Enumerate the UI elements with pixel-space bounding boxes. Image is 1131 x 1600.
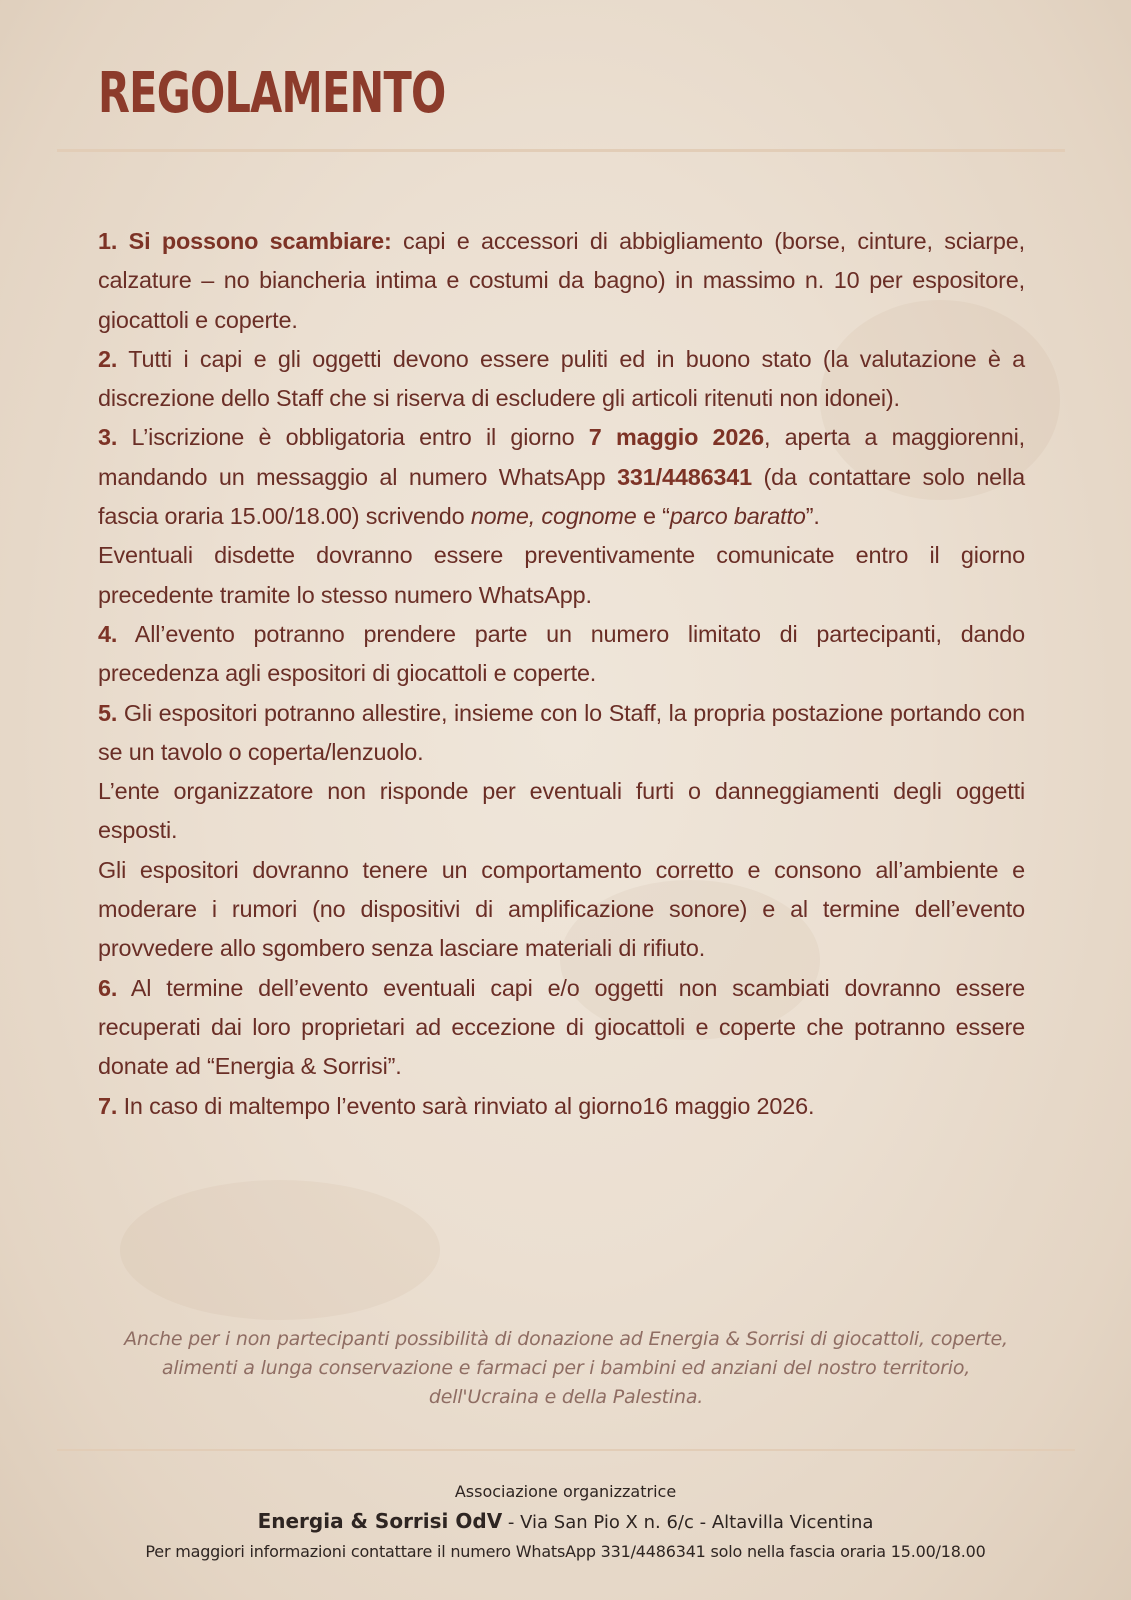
title-divider bbox=[57, 149, 1065, 152]
rule-5-note-1: L’ente organizzatore non risponde per eventuali furti o danneggiamenti degli oggetti esposti. bbox=[98, 778, 1025, 844]
organizer-line bbox=[0, 1506, 1131, 1538]
keyword-phrase: parco baratto bbox=[669, 503, 806, 530]
rule-text: Gli espositori potranno allestire, insieme con lo Staff, la propria postazione portando con se un tavolo o coperta/lenzuolo. bbox=[98, 699, 1025, 765]
contact-info: Per maggiori informazioni contattare il numero WhatsApp 331/4486341 solo nella fascia oraria 15.00/18.00 bbox=[145, 1542, 986, 1561]
page-title: REGOLAMENTO bbox=[98, 61, 446, 126]
rule-text: In caso di maltempo l’evento sarà rinviato al giorno16 maggio 2026. bbox=[117, 1092, 815, 1119]
rule-text: All’evento potranno prendere parte un numero limitato di partecipanti, dando precedenza agli espositori di giocattoli e coperte. bbox=[98, 620, 1025, 687]
rule-7 bbox=[98, 1087, 1025, 1126]
rule-2 bbox=[98, 340, 1025, 419]
organizer-caption: Associazione organizzatrice bbox=[454, 1482, 677, 1501]
rule-text: ”. bbox=[805, 503, 820, 530]
rule-number: 6. bbox=[98, 974, 118, 1001]
rule-number: 3. bbox=[98, 424, 118, 451]
rule-number: 1. bbox=[98, 228, 118, 254]
rule-3-note: Eventuali disdette dovranno essere preventivamente comunicate entro il giorno precedente tramite lo stesso numero WhatsApp. bbox=[98, 542, 1025, 608]
rule-text: L’iscrizione è obbligatoria entro il giorno bbox=[117, 424, 589, 451]
rules-list bbox=[98, 222, 1025, 1126]
rule-6 bbox=[98, 969, 1025, 1087]
rule-text: , aperta a maggiorenni, mandando un messaggio al numero WhatsApp bbox=[98, 424, 1025, 490]
deadline-date: 7 maggio 2026 bbox=[588, 424, 764, 451]
organizer-address: - Via San Pio X n. 6/c - Altavilla Vicentina bbox=[502, 1512, 874, 1533]
rule-1 bbox=[98, 222, 1025, 340]
paper-stain bbox=[120, 1180, 440, 1320]
rule-lead: Si possono scambiare: bbox=[128, 228, 392, 254]
rule-number: 2. bbox=[98, 345, 118, 372]
rule-text: capi e accessori di abbigliamento (borse, cinture, sciarpe, calzature – no biancheria intima e costumi da bagno) in massimo n. 10 per espositore, giocattoli e coperte. bbox=[98, 228, 1025, 333]
rule-3 bbox=[98, 418, 1025, 536]
rule-text: (da contattare solo nella fascia oraria 15.00/18.00) scrivendo bbox=[98, 463, 1025, 530]
required-fields: nome, cognome bbox=[470, 503, 637, 530]
organizer-name: Energia & Sorrisi OdV bbox=[257, 1509, 503, 1533]
rule-text: Al termine dell’evento eventuali capi e/o oggetti non scambiati dovranno essere recuperati dai loro proprietari ad eccezione di giocattoli e coperte che potranno essere donate ad “Energia & Sorrisi”. bbox=[98, 974, 1025, 1080]
rule-text: Tutti i capi e gli oggetti devono essere puliti ed in buono stato (la valutazione è a discrezione dello Staff che si riserva di escludere gli articoli ritenuti non idonei). bbox=[98, 345, 1025, 412]
rule-5-note-2: Gli espositori dovranno tenere un comportamento corretto e consono all’ambiente e moderare i rumori (no dispositivi di amplificazione sonore) e al termine dell’evento provvedere allo sgombero senza lasciare materiali di rifiuto. bbox=[98, 856, 1025, 962]
footer bbox=[0, 1480, 1131, 1566]
rule-4 bbox=[98, 615, 1025, 694]
donation-note: Anche per i non partecipanti possibilità di donazione ad Energia & Sorrisi di giocattoli, coperte, alimenti a lunga conservazione e farmaci per i bambini ed anziani del nostro territorio, dell'Ucraina e della Palestina. bbox=[124, 1328, 1008, 1408]
rule-5 bbox=[98, 694, 1025, 773]
rule-number: 5. bbox=[98, 699, 118, 726]
footer-divider bbox=[57, 1449, 1075, 1451]
rule-number: 7. bbox=[98, 1092, 118, 1119]
rule-number: 4. bbox=[98, 620, 118, 647]
whatsapp-number: 331/4486341 bbox=[617, 463, 752, 490]
rule-text: e “ bbox=[636, 503, 670, 530]
